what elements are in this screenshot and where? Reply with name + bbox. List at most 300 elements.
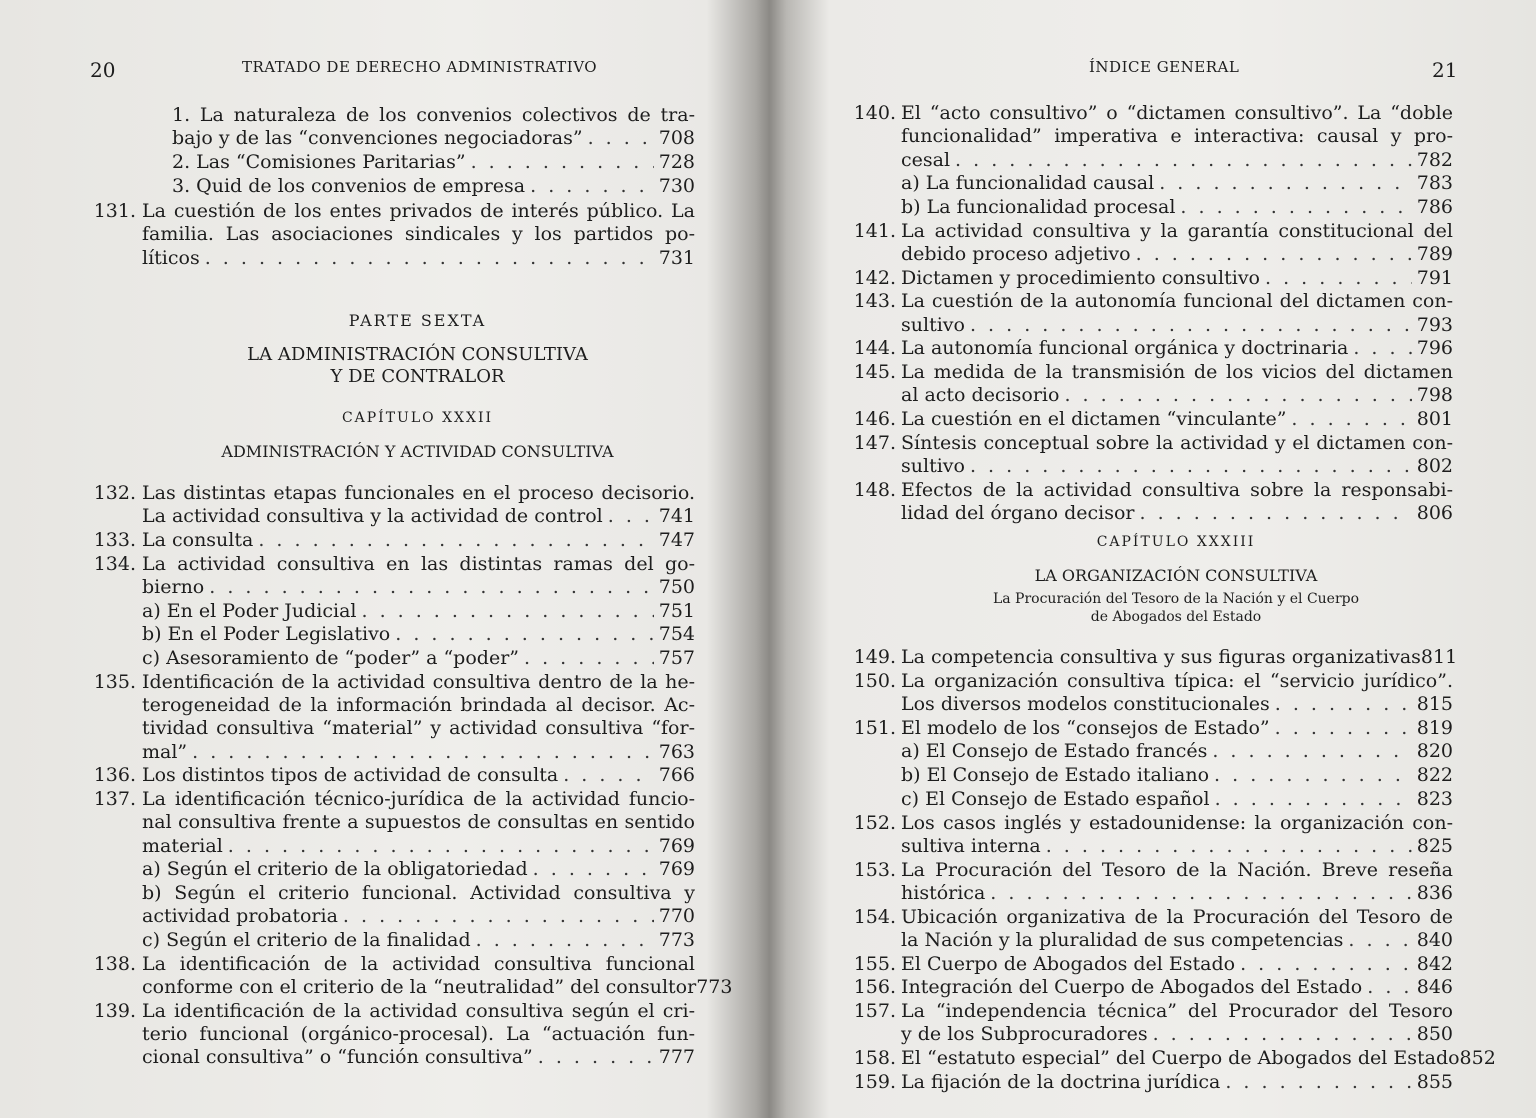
entry-last-line	[901, 740, 1453, 763]
toc-entry	[776, 337, 1453, 360]
dot-leader	[608, 505, 654, 528]
entry-number: 135.	[93, 670, 136, 693]
entry-page-number: 763	[658, 740, 695, 763]
entry-text: b) El Consejo de Estado italiano	[901, 764, 1210, 787]
entry-body	[901, 670, 1453, 717]
entry-line: Efectos de la actividad consultiva sobre la responsabi-	[901, 478, 1453, 501]
entry-line: nal consultiva frente a supuestos de consultas en sentido	[142, 811, 695, 834]
entry-last-line	[142, 247, 695, 270]
chapter-label-right: CAPÍTULO XXXIII	[1096, 534, 1256, 550]
entry-number: 134.	[93, 552, 136, 575]
entry-line: terogeneidad de la información brindada al decisor. Ac-	[142, 694, 695, 717]
entry-number: 151.	[853, 716, 896, 739]
entry-last-line	[142, 976, 733, 999]
entry-body	[142, 529, 695, 552]
entry-page-number: 750	[658, 575, 695, 598]
toc-entry	[776, 670, 1453, 717]
dot-leader	[970, 455, 1412, 478]
entry-last-line	[901, 764, 1453, 787]
dot-leader	[588, 127, 654, 150]
entry-body	[901, 172, 1453, 195]
entry-number: 148.	[853, 478, 896, 501]
dot-leader	[1136, 243, 1412, 266]
entry-line: El “acto consultivo” o “dictamen consultivo”. La “doble	[901, 102, 1453, 124]
toc-entry	[776, 906, 1453, 953]
entry-page-number: 806	[1416, 502, 1453, 525]
dot-leader	[343, 905, 654, 928]
dot-leader	[1275, 717, 1412, 740]
entry-number: 149.	[853, 646, 896, 668]
chapter-label-left: CAPÍTULO XXXII	[341, 410, 494, 426]
toc-entry	[776, 976, 1453, 999]
toc-entry	[0, 764, 695, 787]
entry-page-number: 850	[1416, 1023, 1453, 1046]
entry-page-number: 801	[1416, 408, 1453, 431]
dot-leader	[1046, 835, 1412, 858]
entry-body	[142, 553, 695, 600]
entry-last-line	[901, 1023, 1453, 1046]
entry-number: 138.	[93, 952, 136, 975]
entry-page-number: 793	[1416, 313, 1453, 336]
entry-number: 139.	[93, 999, 136, 1022]
entry-page-number: 708	[658, 127, 695, 150]
entry-number: 158.	[853, 1046, 896, 1069]
entry-body	[142, 764, 695, 787]
entry-number: 136.	[93, 764, 136, 787]
entry-text: bajo y de las “convenciones negociadoras”	[172, 127, 583, 150]
entry-page-number: 782	[1416, 148, 1453, 171]
entry-text: c) El Consejo de Estado español	[901, 787, 1210, 810]
entry-line: La identificación de la actividad consultiva funcional	[142, 952, 695, 975]
entry-page-number: 783	[1416, 172, 1453, 195]
entry-last-line	[172, 151, 695, 174]
dot-leader	[1265, 267, 1412, 290]
entry-page-number: 819	[1416, 716, 1453, 739]
entry-number: 132.	[93, 482, 136, 504]
toc-entry	[776, 859, 1453, 906]
chapter-subtitle-line-1: La Procuración del Tesoro de la Nación y el Cuerpo	[992, 591, 1360, 607]
entry-body	[142, 882, 695, 929]
entry-text: debido proceso adjetivo	[901, 242, 1131, 265]
entry-line: Los casos inglés y estadounidense: la organización con-	[901, 811, 1453, 834]
entry-last-line	[901, 455, 1453, 478]
entry-text: a) El Consejo de Estado francés	[901, 740, 1208, 763]
toc-entry	[776, 764, 1453, 787]
toc-entry	[0, 529, 695, 552]
entry-text: cional consultiva” o “función consultiva”	[142, 1046, 533, 1069]
dot-leader	[563, 764, 654, 787]
entry-body	[901, 1071, 1453, 1094]
entry-body	[901, 717, 1453, 740]
entry-last-line	[901, 172, 1453, 195]
toc-entry	[0, 647, 695, 670]
entry-page-number: 747	[658, 529, 695, 551]
entry-line: La identificación de la actividad consultiva según el cri-	[142, 999, 695, 1022]
entry-page-number: 840	[1416, 928, 1453, 951]
dot-leader	[192, 741, 654, 764]
entry-last-line	[142, 647, 695, 670]
entry-line: tividad consultiva “material” y actividad consultiva “for-	[142, 717, 695, 740]
entry-last-line	[172, 175, 695, 198]
entry-page-number: 773	[658, 929, 695, 952]
entry-last-line	[142, 741, 695, 764]
entry-line: Ubicación organizativa de la Procuración del Tesoro de	[901, 905, 1453, 928]
entry-last-line	[142, 858, 695, 881]
entry-line: funcionalidad” imperativa e interactiva: causal y pro-	[901, 125, 1453, 148]
entry-page-number: 754	[658, 623, 695, 646]
entry-text: a) La funcionalidad causal	[901, 172, 1155, 195]
entry-body	[142, 952, 733, 1000]
entry-body	[901, 337, 1453, 360]
entry-text: a) Según el criterio de la obligatoriedad	[142, 858, 528, 881]
entry-number: 150.	[853, 669, 896, 692]
entry-page-number: 773	[696, 976, 733, 999]
toc-entry	[776, 812, 1453, 859]
entry-last-line	[901, 384, 1453, 407]
dot-leader	[1064, 384, 1411, 407]
entry-body	[901, 740, 1453, 763]
entry-text: Integración del Cuerpo de Abogados del Estado	[901, 976, 1363, 999]
toc-entry	[776, 361, 1453, 408]
toc-entry	[0, 553, 695, 600]
entry-page-number: 802	[1416, 455, 1453, 478]
entry-body	[901, 267, 1453, 290]
entry-text: la Nación y la pluralidad de sus competencias	[901, 928, 1344, 951]
toc-entry	[776, 172, 1453, 195]
entry-page-number: 815	[1416, 692, 1453, 715]
entry-last-line	[901, 835, 1453, 858]
entry-text: lidad del órgano decisor	[901, 502, 1135, 525]
dot-leader	[476, 929, 654, 952]
entry-text: conforme con el criterio de la “neutralidad” del consultor	[142, 976, 697, 999]
entry-body	[172, 151, 695, 174]
toc-entry	[776, 1046, 1496, 1070]
entry-line: La “independencia técnica” del Procurador del Tesoro	[901, 999, 1453, 1022]
entry-body	[142, 788, 695, 858]
entry-number: 156.	[853, 976, 896, 999]
entry-text: La consulta	[142, 529, 254, 551]
toc-entry	[0, 1000, 695, 1070]
entry-body	[901, 976, 1453, 999]
entry-number: 143.	[853, 290, 896, 313]
toc-entry	[776, 479, 1453, 526]
dot-leader	[471, 151, 654, 174]
entry-last-line	[142, 600, 695, 623]
entry-page-number: 777	[658, 1046, 695, 1069]
toc-entry	[776, 1000, 1453, 1047]
entry-last-line	[901, 502, 1453, 525]
entry-text: Los distintos tipos de actividad de consulta	[142, 764, 559, 787]
entry-page-number: 730	[658, 174, 695, 197]
entry-line: La cuestión de la autonomía funcional del dictamen con-	[901, 290, 1453, 313]
entry-body	[142, 647, 695, 670]
entry-body	[142, 858, 695, 881]
entry-text: sultiva interna	[901, 834, 1041, 857]
entry-text: La actividad consultiva y la actividad de control	[142, 505, 603, 528]
entry-page-number: 825	[1416, 834, 1453, 857]
toc-entry	[776, 646, 1458, 669]
entry-last-line	[142, 835, 695, 858]
entry-last-line	[901, 149, 1453, 172]
entry-page-number: 766	[658, 764, 695, 787]
entry-page-number: 728	[658, 151, 695, 173]
entry-last-line	[901, 337, 1453, 360]
entry-body	[142, 671, 695, 764]
entry-last-line	[142, 529, 695, 552]
entry-text: El “estatuto especial” del Cuerpo de Abogados del Estado	[901, 1046, 1460, 1069]
entry-text: a) En el Poder Judicial	[142, 599, 357, 622]
entry-last-line	[901, 267, 1453, 290]
toc-entry	[0, 482, 695, 529]
entry-text: El modelo de los “consejos de Estado”	[901, 716, 1270, 739]
entry-number: 152.	[853, 811, 896, 834]
entry-number: 159.	[853, 1070, 896, 1093]
dot-leader	[228, 835, 654, 858]
dot-leader	[1348, 929, 1411, 952]
toc-entry	[0, 952, 733, 1000]
entry-page-number: 842	[1416, 952, 1453, 975]
entry-line: La Procuración del Tesoro de la Nación. Breve reseña	[901, 858, 1453, 881]
entry-text: y de los Subprocuradores	[901, 1023, 1148, 1046]
entry-text: La autonomía funcional orgánica y doctrinaria	[901, 337, 1349, 360]
toc-entry	[776, 788, 1453, 811]
entry-text: al acto decisorio	[901, 384, 1060, 407]
entry-text: Dictamen y procedimiento consultivo	[901, 266, 1260, 289]
left-page	[0, 0, 760, 1118]
entry-page-number: 822	[1416, 764, 1453, 787]
entry-last-line	[901, 976, 1453, 999]
left-running-header: TRATADO DE DERECHO ADMINISTRATIVO	[242, 58, 598, 76]
entry-body	[901, 290, 1453, 337]
entry-last-line	[901, 1046, 1496, 1070]
entry-text: actividad probatoria	[142, 905, 338, 928]
entry-number: 154.	[853, 905, 896, 928]
entry-body	[142, 1000, 695, 1070]
dot-leader	[1180, 196, 1411, 219]
dot-leader	[1240, 953, 1412, 976]
chapter-subtitle-line-2: de Abogados del Estado	[1090, 609, 1262, 625]
dot-leader	[955, 149, 1412, 172]
entry-text: cesal	[901, 148, 951, 171]
entry-body	[901, 432, 1453, 479]
entry-last-line	[142, 623, 695, 646]
part-label: PARTE SEXTA	[348, 311, 487, 330]
entry-body	[901, 788, 1453, 811]
entry-number: 147.	[853, 431, 896, 454]
entry-last-line	[901, 882, 1453, 905]
toc-entry	[0, 175, 695, 198]
entry-text: La fijación de la doctrina jurídica	[901, 1070, 1221, 1093]
entry-last-line	[142, 1046, 695, 1069]
entry-text: c) Según el criterio de la finalidad	[142, 929, 471, 952]
entry-text: bierno	[142, 575, 205, 598]
dot-leader	[524, 647, 654, 670]
entry-number: 140.	[853, 102, 896, 124]
entry-line: Las distintas etapas funcionales en el proceso decisorio.	[142, 482, 695, 504]
entry-text: material	[142, 834, 223, 857]
entry-body	[901, 859, 1453, 906]
part-title-line-2: Y DE CONTRALOR	[330, 366, 505, 387]
entry-line: La actividad consultiva en las distintas ramas del go-	[142, 552, 695, 575]
toc-entry	[776, 290, 1453, 337]
dot-leader	[970, 314, 1412, 337]
dot-leader	[258, 529, 653, 552]
toc-entry	[776, 102, 1453, 172]
entry-page-number: 769	[658, 834, 695, 857]
entry-last-line	[901, 408, 1453, 431]
entry-body	[901, 906, 1453, 953]
entry-page-number: 820	[1416, 740, 1453, 763]
toc-entry	[776, 220, 1453, 267]
entry-body	[901, 479, 1453, 526]
entry-last-line	[172, 127, 695, 150]
entry-page-number: 769	[658, 858, 695, 881]
entry-page-number: 855	[1416, 1070, 1453, 1093]
dot-leader	[1367, 976, 1411, 999]
toc-entry	[776, 717, 1453, 740]
entry-last-line	[901, 646, 1458, 669]
entry-last-line	[901, 243, 1453, 266]
right-page-number: 21	[1432, 58, 1458, 82]
entry-body	[142, 600, 695, 623]
entry-text: 2. Las “Comisiones Paritarias”	[172, 151, 466, 173]
entry-body	[142, 623, 695, 646]
entry-last-line	[901, 929, 1453, 952]
entry-text: histórica	[901, 881, 986, 904]
entry-body	[901, 102, 1453, 172]
dot-leader	[205, 247, 654, 270]
left-page-number: 20	[90, 58, 116, 82]
entry-page-number: 798	[1416, 384, 1453, 407]
entry-number: 145.	[853, 361, 896, 384]
entry-page-number: 823	[1416, 787, 1453, 810]
entry-body	[901, 408, 1453, 431]
entry-last-line	[901, 1071, 1453, 1094]
toc-entry	[0, 788, 695, 858]
entry-body	[142, 200, 695, 270]
dot-leader	[1225, 1071, 1411, 1094]
toc-entry	[0, 929, 695, 952]
entry-body	[901, 220, 1453, 267]
toc-entry	[0, 858, 695, 881]
entry-line: familia. Las asociaciones sindicales y los partidos po-	[142, 223, 695, 246]
entry-body	[142, 482, 695, 529]
entry-page-number: 796	[1416, 337, 1453, 360]
entry-page-number: 757	[658, 647, 695, 670]
dot-leader	[1159, 172, 1412, 195]
entry-number: 155.	[853, 952, 896, 975]
entry-line: La cuestión de los entes privados de interés público. La	[142, 200, 695, 222]
entry-line: La medida de la transmisión de los vicios del dictamen	[901, 361, 1453, 384]
entry-page-number: 786	[1416, 196, 1453, 218]
dot-leader	[1291, 408, 1411, 431]
entry-line: La organización consultiva típica: el “servicio jurídico”.	[901, 669, 1453, 692]
entry-page-number: 751	[658, 599, 695, 622]
dot-leader	[530, 175, 654, 198]
entry-text: b) En el Poder Legislativo	[142, 623, 391, 646]
entry-page-number: 791	[1416, 266, 1453, 289]
toc-entry	[0, 600, 695, 623]
entry-last-line	[142, 764, 695, 787]
entry-body	[142, 929, 695, 952]
dot-leader	[361, 600, 653, 623]
entry-text: sultivo	[901, 313, 965, 336]
entry-line: b) Según el criterio funcional. Actividad consultiva y	[142, 882, 695, 905]
entry-page-number: 770	[658, 905, 695, 928]
entry-line: La actividad consultiva y la garantía constitucional del	[901, 219, 1453, 242]
entry-page-number: 789	[1416, 242, 1453, 265]
entry-line: 1. La naturaleza de los convenios colectivos de tra-	[172, 104, 695, 126]
entry-number: 133.	[93, 529, 136, 551]
entry-text: c) Asesoramiento de “poder” a “poder”	[142, 647, 519, 670]
entry-last-line	[901, 953, 1453, 976]
dot-leader	[533, 858, 654, 881]
entry-page-number: 836	[1416, 881, 1453, 904]
entry-page-number: 846	[1416, 976, 1453, 999]
entry-body	[901, 196, 1453, 219]
entry-number: 137.	[93, 788, 136, 811]
entry-body	[901, 646, 1458, 669]
entry-last-line	[142, 505, 695, 528]
entry-text: La cuestión en el dictamen “vinculante”	[901, 408, 1287, 431]
dot-leader	[1212, 740, 1411, 763]
toc-entry	[776, 267, 1453, 290]
entry-text: sultivo	[901, 455, 965, 478]
entry-body	[901, 812, 1453, 859]
dot-leader	[1275, 693, 1412, 716]
toc-entry	[0, 623, 695, 646]
entry-number: 157.	[853, 999, 896, 1022]
entry-number: 142.	[853, 266, 896, 289]
entry-page-number: 731	[658, 246, 695, 269]
entry-text: mal”	[142, 740, 188, 763]
entry-body	[901, 764, 1453, 787]
entry-text: líticos	[142, 246, 200, 269]
toc-entry	[0, 104, 695, 151]
dot-leader	[1215, 788, 1412, 811]
entry-text: La competencia consultiva y sus figuras organizativas	[901, 646, 1421, 668]
dot-leader	[1153, 1023, 1412, 1046]
toc-entry	[776, 408, 1453, 431]
entry-last-line	[142, 576, 695, 599]
entry-last-line	[901, 788, 1453, 811]
dot-leader	[1353, 337, 1411, 360]
toc-entry	[0, 151, 695, 174]
toc-entry	[776, 740, 1453, 763]
entry-body	[901, 953, 1453, 976]
entry-line: La identificación técnico-jurídica de la actividad funcio-	[142, 788, 695, 811]
entry-page-number: 852	[1459, 1046, 1496, 1069]
dot-leader	[990, 882, 1411, 905]
dot-leader	[209, 576, 653, 599]
entry-body	[901, 361, 1453, 408]
toc-entry	[0, 671, 695, 764]
right-running-header: ÍNDICE GENERAL	[1089, 58, 1240, 76]
entry-body	[172, 175, 695, 198]
entry-number: 144.	[853, 337, 896, 360]
toc-entry	[776, 953, 1453, 976]
entry-text: El Cuerpo de Abogados del Estado	[901, 952, 1236, 975]
entry-text: b) La funcionalidad procesal	[901, 196, 1176, 218]
entry-text: 3. Quid de los convenios de empresa	[172, 174, 526, 197]
entry-line: Síntesis conceptual sobre la actividad y el dictamen con-	[901, 431, 1453, 454]
entry-number: 141.	[853, 219, 896, 242]
entry-number: 153.	[853, 858, 896, 881]
toc-entry	[776, 1071, 1453, 1094]
dot-leader	[1140, 502, 1412, 525]
part-title-line-1: LA ADMINISTRACIÓN CONSULTIVA	[247, 344, 588, 365]
dot-leader	[538, 1046, 654, 1069]
